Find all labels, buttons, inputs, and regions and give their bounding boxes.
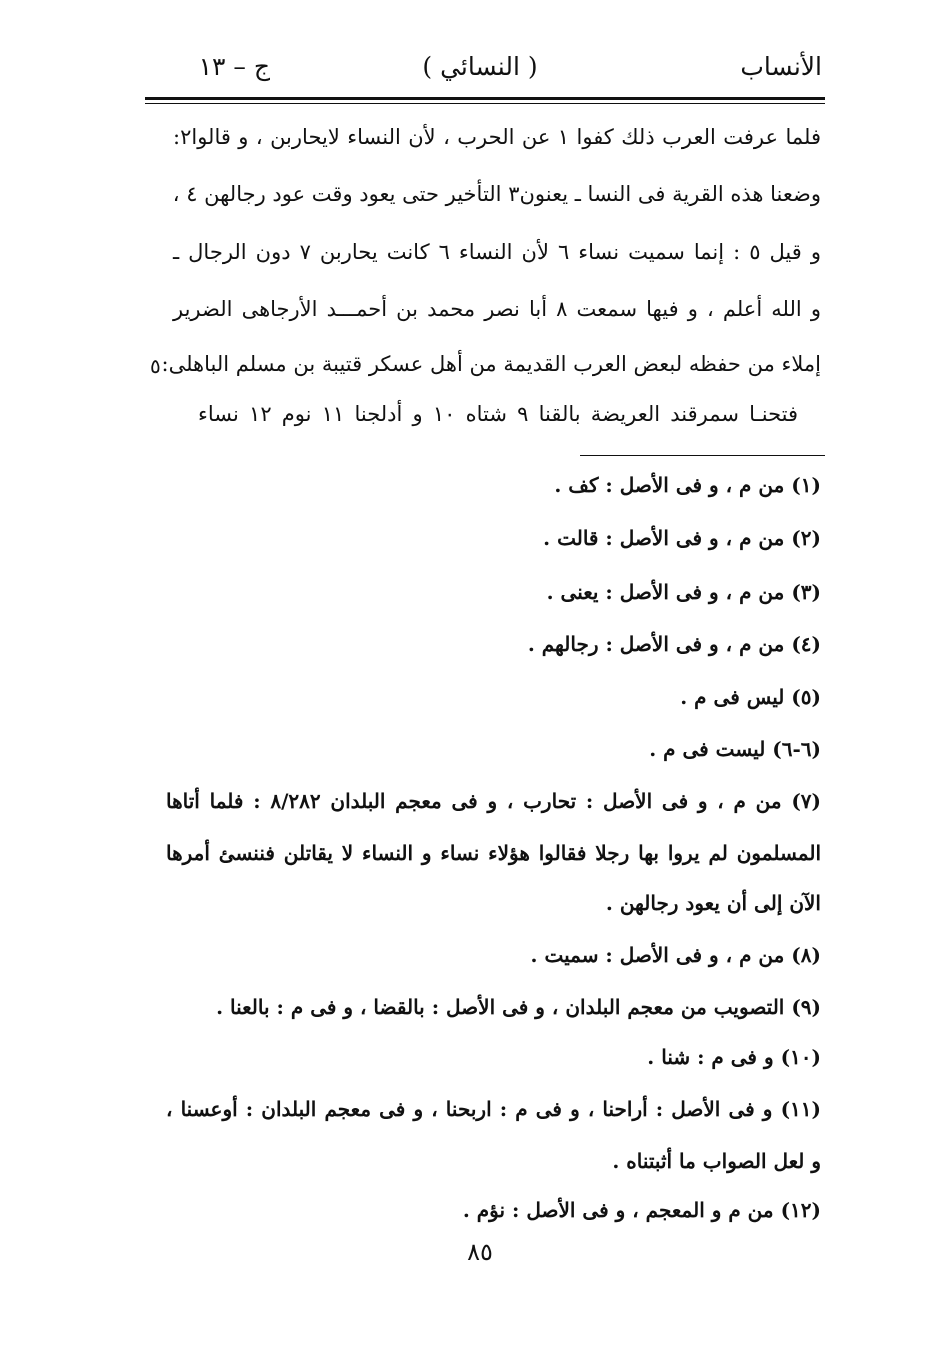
footnote-11-continued: و لعل الصواب ما أثبتناه . [612, 1149, 821, 1173]
footnote-6: (٦-٦) ليست فى م . [649, 737, 821, 761]
body-line-2: وضعنا هذه القرية فى النسا ـ يعنون٣ التأخير حتى يعود وقت عود رجالهن ٤ ، [172, 182, 821, 206]
header-rule-thick [145, 97, 825, 100]
verse-line: فتحنـا سمرقند العريضة بالقنا ٩ شتاه ١٠ و أدلجنا ١١ نوم ١٢ نساء [198, 402, 798, 426]
body-line-3: و قيل ٥ : إنما سميت نساء ٦ لأن النساء ٦ كانت يحاربن ٧ دون الرجال ـ [173, 240, 821, 264]
body-line-5: إملاء من حفظه لبعض العرب القديمة من أهل عسكر قتيبة بن مسلم الباهلى: [161, 352, 821, 376]
running-head-volume: ج – ١٣ [198, 52, 270, 81]
footnote-11: (١١) و فى الأصل : أراحنا ، و فى م : اربحنا ، و فى معجم البلدان : أوعسنا ، [166, 1097, 821, 1121]
footnote-8: (٨) من م ، و فى الأصل : سميت . [530, 943, 821, 967]
header-rule-thin [145, 103, 825, 104]
footnote-7-continued: المسلمون لم يروا بها رجلا فقالوا هؤلاء نساء و النساء لا يقاتلن فننسئ أمرها [166, 841, 821, 865]
running-head-entry: ( النسائي ) [422, 52, 538, 81]
footnote-3: (٣) من م ، و فى الأصل : يعنى . [546, 580, 821, 604]
line-number: ٥ [150, 354, 161, 378]
footnote-1: (١) من م ، و فى الأصل : كف . [554, 473, 821, 497]
footnote-2: (٢) من م ، و فى الأصل : قالت . [543, 526, 821, 550]
footnote-5: (٥) ليس فى م . [680, 685, 821, 709]
footnote-4: (٤) من م ، و فى الأصل : رجالهم . [527, 632, 821, 656]
footnote-separator [580, 455, 825, 456]
page-number: ٨٥ [467, 1238, 493, 1266]
body-line-4: و الله أعلم ، و فيها سمعت ٨ أبا نصر محمد بن أحمـــد الأرجاهى الضرير [173, 297, 821, 321]
footnote-10: (١٠) و فى م : شنا . [647, 1045, 821, 1069]
body-line-1: فلما عرفت العرب ذلك كفوا ١ عن الحرب ، لأن النساء لايحاربن ، و قالوا٢: [173, 125, 821, 149]
footnote-7-end: الآن إلى أن يعود رجالهن . [605, 891, 821, 915]
footnote-9: (٩) التصويب من معجم البلدان ، و فى الأصل : بالقضا ، و فى م : بالعنا . [216, 995, 821, 1019]
footnote-12: (١٢) من م و المعجم ، و فى الأصل : نؤم . [462, 1198, 821, 1222]
running-head-title: الأنساب [740, 52, 822, 81]
footnote-7: (٧) من م ، و فى الأصل : تحارب ، و فى معجم البلدان ٨/٢٨٢ : فلما أتاها [166, 789, 821, 813]
